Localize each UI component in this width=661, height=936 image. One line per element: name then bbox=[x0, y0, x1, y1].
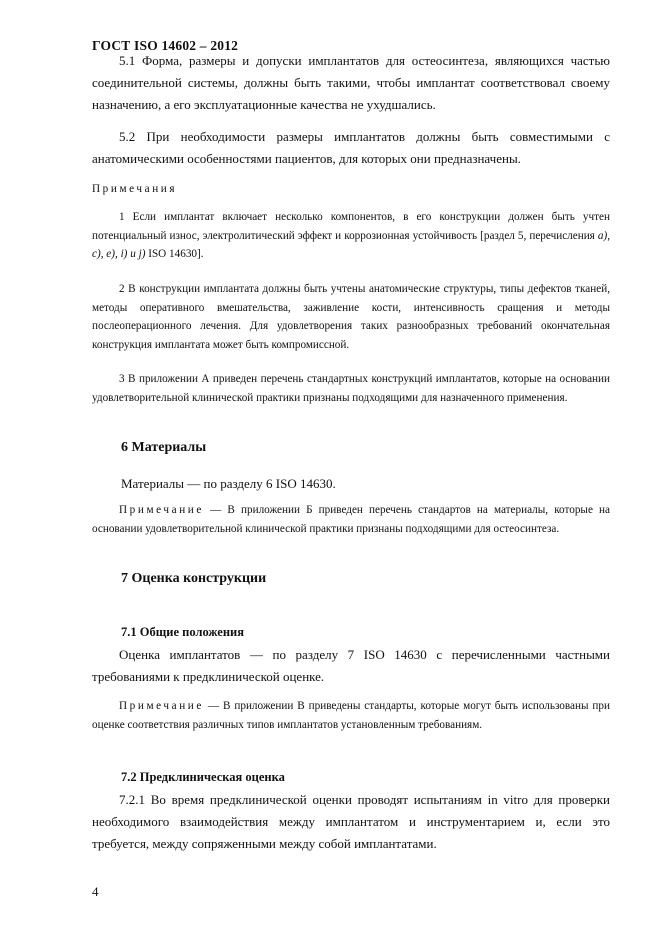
document-header: ГОСТ ISO 14602 – 2012 bbox=[92, 38, 239, 53]
page-number: 4 bbox=[92, 884, 99, 899]
section-7-1-heading: 7.1 Общие положения bbox=[121, 625, 245, 639]
section-7-heading: 7 Оценка конструкции bbox=[121, 571, 267, 586]
note-7-label: Примечание bbox=[119, 700, 204, 712]
note-1-ref: ISO 14630]. bbox=[145, 248, 204, 260]
note-6 bbox=[92, 501, 610, 538]
note-3: 3 В приложении А приведен перечень стандартных конструкций имплантатов, которые на основании удовлетворительной клинической практики признаны подходящими для назначенного применения. bbox=[92, 373, 610, 404]
note-6-label: Примечание bbox=[119, 504, 204, 516]
note-2: 2 В конструкции имплантата должны быть учтены анатомические структуры, типы дефектов тканей, методы оперативного вмешательства, заживление кости, интенсивность сращения и методы послеоперационного лечения. Для удовлетворения таких разнообразных требований окончательная конструкция имплантата может быть компромиссной. bbox=[92, 283, 610, 351]
paragraph-5-1: 5.1 Форма, размеры и допуски имплантатов для остеосинтеза, являющихся частью соединительной системы, должны быть такими, чтобы имплантат соответствовал своему назначению, а его эксплуатационные качества не ухудшались. bbox=[92, 53, 610, 112]
note-7 bbox=[92, 697, 610, 734]
note-1-text: 1 Если имплантат включает несколько компонентов, в его конструкции должен быть учтен потенциальный износ, электролитический эффект и коррозионная устойчивость [раздел 5, перечисления bbox=[92, 211, 610, 242]
section-6-heading: 6 Материалы bbox=[121, 440, 207, 455]
paragraph-7-1: Оценка имплантатов — по разделу 7 ISO 14630 с перечисленными частными требованиями к предклинической оценке. bbox=[92, 647, 610, 684]
paragraph-6: Материалы — по разделу 6 ISO 14630. bbox=[121, 476, 336, 491]
note-1 bbox=[92, 208, 610, 264]
note-6-text: — В приложении Б приведен перечень стандартов на материалы, которые на основании удовлетворительной клинической практики признаны подходящими для остеосинтеза. bbox=[92, 504, 610, 535]
paragraph-5-2: 5.2 При необходимости размеры имплантатов должны быть совместимыми с анатомическими особенностями пациентов, для которых они предназначены. bbox=[92, 129, 610, 166]
section-7-2-heading: 7.2 Предклиническая оценка bbox=[121, 770, 285, 784]
notes-label: Примечания bbox=[92, 183, 178, 195]
note-7-text: — В приложении В приведены стандарты, которые могут быть использованы при оценке соответствия различных типов имплантатов установленным требованиям. bbox=[92, 700, 610, 731]
note-1-enumeration: a), c), e), i) и j) bbox=[92, 229, 610, 260]
paragraph-7-2-1: 7.2.1 Во время предклинической оценки проводят испытаниям in vitro для проверки необходимого взаимодействия между имплантатом и инструментарием и, если это требуется, между сопряженными между собой имплантатами. bbox=[92, 792, 610, 851]
